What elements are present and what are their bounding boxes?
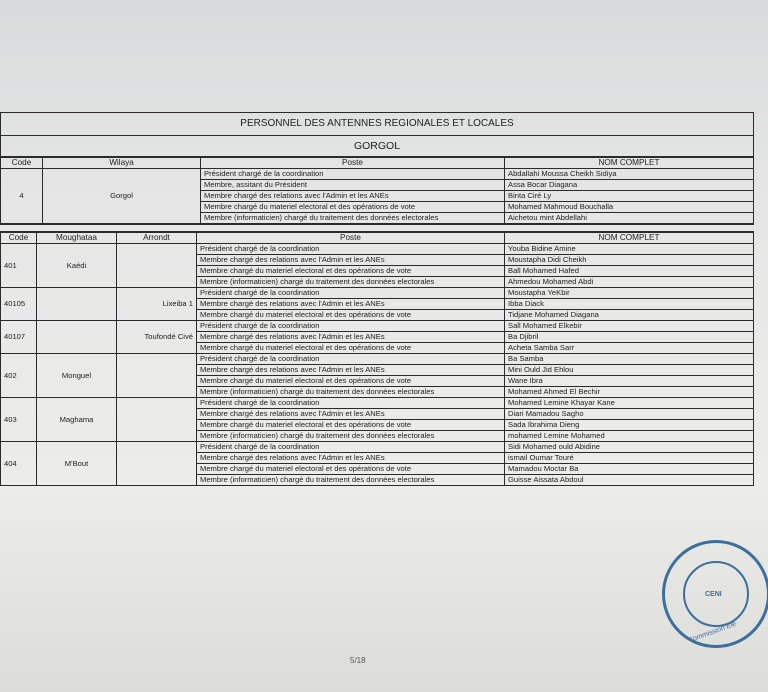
- wilaya-name: Gorgol: [43, 169, 201, 224]
- document-sheet: [0, 112, 754, 486]
- group-arrondt: Toufondé Civé: [117, 321, 197, 354]
- poste-cell: Président chargé de la coordination: [197, 288, 505, 299]
- group-moughataa: Kaédi: [37, 244, 117, 288]
- group-code: 401: [1, 244, 37, 288]
- nom-cell: Mohamed Lemine Khayar Kane: [505, 398, 754, 409]
- group-moughataa: M'Bout: [37, 442, 117, 486]
- nom-cell: Sada Ibrahima Dieng: [505, 420, 754, 431]
- poste-cell: Membre (informaticien) chargé du traitement des données electorales: [197, 277, 505, 288]
- poste-cell: Membre chargé des relations avec l'Admin et les ANEs: [197, 332, 505, 343]
- col-moughataa: Moughataa: [37, 233, 117, 244]
- col-poste: Poste: [197, 233, 505, 244]
- nom-cell: Ibba Diack: [505, 299, 754, 310]
- poste-cell: Président chargé de la coordination: [197, 321, 505, 332]
- col-arrondt: Arrondt: [117, 233, 197, 244]
- nom-cell: Mini Ould Jid Ehlou: [505, 365, 754, 376]
- nom-cell: Sidi Mohamed ould Abidine: [505, 442, 754, 453]
- nom-cell: mohamed Lemine Mohamed: [505, 431, 754, 442]
- official-stamp: [662, 540, 768, 648]
- poste-cell: Président chargé de la coordination: [201, 169, 505, 180]
- poste-cell: Membre chargé du materiel electoral et des opérations de vote: [197, 464, 505, 475]
- poste-cell: Membre (informaticien) chargé du traitement des données electorales: [197, 387, 505, 398]
- poste-cell: Membre chargé des relations avec l'Admin et les ANEs: [201, 191, 505, 202]
- poste-cell: Membre chargé du materiel electoral et des opérations de vote: [201, 202, 505, 213]
- table-row: [1, 244, 754, 255]
- nom-cell: Guisse Aissata Abdoul: [505, 475, 754, 486]
- poste-cell: Membre (informaticien) chargé du traitement des données electorales: [197, 475, 505, 486]
- stamp-text-bottom: Commission Ele: [687, 620, 738, 645]
- table-row: [1, 354, 754, 365]
- col-nom: NOM COMPLET: [505, 158, 754, 169]
- col-code: Code: [1, 233, 37, 244]
- group-moughataa: Maghama: [37, 398, 117, 442]
- moughataa-table: [0, 232, 754, 486]
- poste-cell: Membre (informaticien) chargé du traitement des données electorales: [197, 431, 505, 442]
- group-code: 40105: [1, 288, 37, 321]
- nom-cell: Ball Mohamed Hafed: [505, 266, 754, 277]
- table-row: [1, 398, 754, 409]
- nom-cell: Sall Mohamed Elkebir: [505, 321, 754, 332]
- group-moughataa: Monguel: [37, 354, 117, 398]
- nom-cell: Binta Ciré Ly: [505, 191, 754, 202]
- col-poste: Poste: [201, 158, 505, 169]
- poste-cell: Membre chargé du materiel electoral et des opérations de vote: [197, 310, 505, 321]
- nom-cell: ismail Oumar Touré: [505, 453, 754, 464]
- nom-cell: Moustapha Didi Cheikh: [505, 255, 754, 266]
- poste-cell: Membre chargé du materiel electoral et des opérations de vote: [197, 266, 505, 277]
- group-arrondt: Lixeiba 1: [117, 288, 197, 321]
- nom-cell: Tidjane Mohamed Diagana: [505, 310, 754, 321]
- poste-cell: Membre chargé du materiel electoral et des opérations de vote: [197, 420, 505, 431]
- group-code: 404: [1, 442, 37, 486]
- nom-cell: Youba Bidine Amine: [505, 244, 754, 255]
- region-title: GORGOL: [1, 136, 754, 157]
- nom-cell: Abdallahi Moussa Cheikh Sidiya: [505, 169, 754, 180]
- group-code: 402: [1, 354, 37, 398]
- page-number: 5/18: [350, 656, 366, 665]
- group-code: 403: [1, 398, 37, 442]
- poste-cell: Président chargé de la coordination: [197, 442, 505, 453]
- poste-cell: Président chargé de la coordination: [197, 354, 505, 365]
- table-row: [1, 288, 754, 299]
- nom-cell: Mohamed Mahmoud Bouchalla: [505, 202, 754, 213]
- table-row: [1, 169, 754, 180]
- col-wilaya: Wilaya: [43, 158, 201, 169]
- poste-cell: Membre chargé du materiel electoral et des opérations de vote: [197, 343, 505, 354]
- wilaya-table: [0, 157, 754, 224]
- nom-cell: Ba Samba: [505, 354, 754, 365]
- group-arrondt: [117, 398, 197, 442]
- poste-cell: Membre chargé des relations avec l'Admin et les ANEs: [197, 409, 505, 420]
- group-arrondt: [117, 354, 197, 398]
- poste-cell: Membre chargé des relations avec l'Admin et les ANEs: [197, 255, 505, 266]
- nom-cell: Assa Bocar Diagana: [505, 180, 754, 191]
- table-row: [1, 321, 754, 332]
- poste-cell: Membre (informaticien) chargé du traitement des données electorales: [201, 213, 505, 224]
- group-code: 40107: [1, 321, 37, 354]
- nom-cell: Ahmedou Mohamed Abdi: [505, 277, 754, 288]
- nom-cell: Diari Mamadou Sagho: [505, 409, 754, 420]
- nom-cell: Acheta Samba Sarr: [505, 343, 754, 354]
- nom-cell: Mamadou Moctar Ba: [505, 464, 754, 475]
- col-nom: NOM COMPLET: [505, 233, 754, 244]
- poste-cell: Membre chargé des relations avec l'Admin et les ANEs: [197, 365, 505, 376]
- nom-cell: Ba Djibril: [505, 332, 754, 343]
- poste-cell: Membre chargé des relations avec l'Admin et les ANEs: [197, 299, 505, 310]
- gap: [0, 224, 754, 232]
- nom-cell: Aichetou mint Abdellahi: [505, 213, 754, 224]
- poste-cell: Membre chargé des relations avec l'Admin et les ANEs: [197, 453, 505, 464]
- poste-cell: Membre, assitant du Président: [201, 180, 505, 191]
- group-moughataa: [37, 321, 117, 354]
- col-code: Code: [1, 158, 43, 169]
- stamp-text-top: CENI: [705, 591, 722, 598]
- poste-cell: Président chargé de la coordination: [197, 398, 505, 409]
- document-title: PERSONNEL DES ANTENNES REGIONALES ET LOCALES: [1, 113, 754, 136]
- poste-cell: Président chargé de la coordination: [197, 244, 505, 255]
- nom-cell: Mohamed Ahmed El Bechir: [505, 387, 754, 398]
- group-arrondt: [117, 442, 197, 486]
- poste-cell: Membre chargé du materiel electoral et des opérations de vote: [197, 376, 505, 387]
- group-moughataa: [37, 288, 117, 321]
- nom-cell: Moustapha YeKbir: [505, 288, 754, 299]
- table-row: [1, 442, 754, 453]
- wilaya-code: 4: [1, 169, 43, 224]
- header-table: [0, 112, 754, 157]
- group-arrondt: [117, 244, 197, 288]
- nom-cell: Wane Ibra: [505, 376, 754, 387]
